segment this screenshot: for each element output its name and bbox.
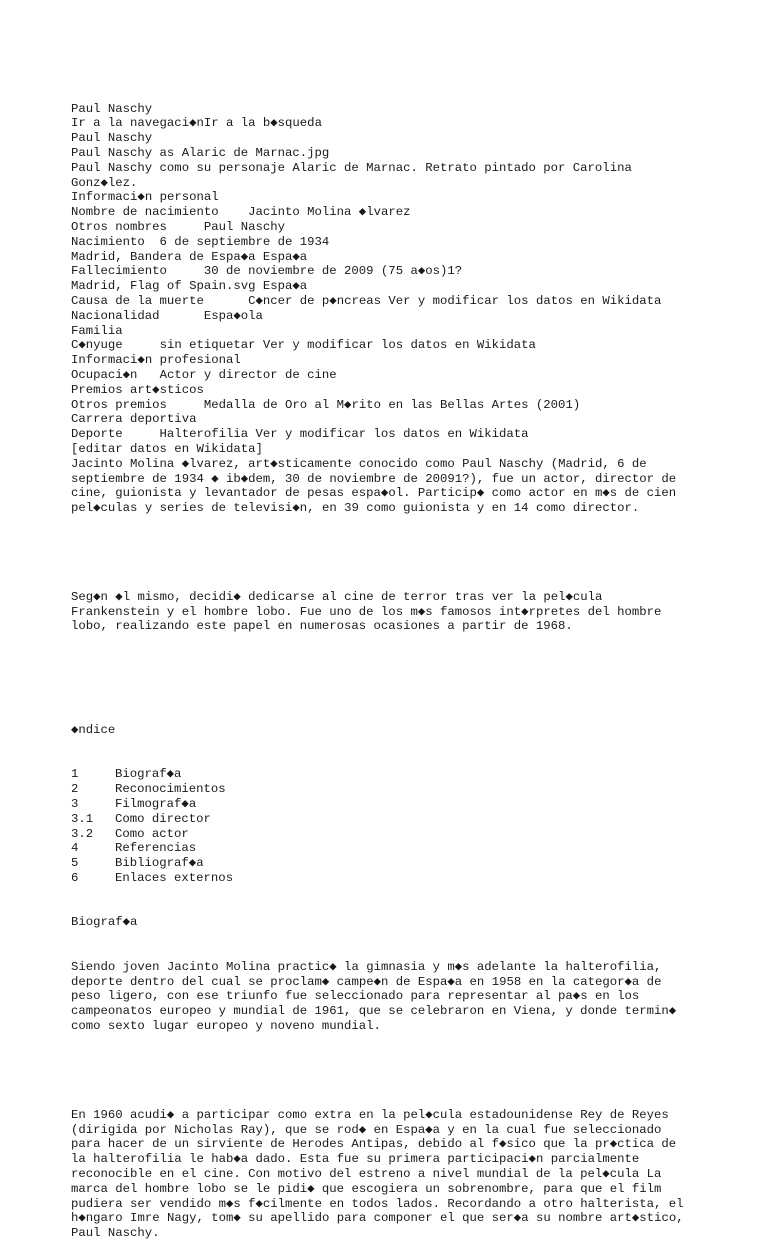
toc-item-number: 3 [71, 797, 79, 812]
toc-item-number: 1 [71, 767, 79, 782]
text-line: Siendo joven Jacinto Molina practic◆ la gimnasia y m◆s adelante la halterofilia, [71, 959, 662, 974]
toc-item-label[interactable]: Como actor [115, 826, 189, 841]
text-line: h◆ngaro Imre Nagy, tom◆ su apellido para componer el que ser◆a su nombre art◆stico, [71, 1211, 684, 1226]
text-line: Paul Naschy. [71, 1226, 160, 1241]
text-line: Gonz◆lez. [71, 175, 138, 190]
text-line: peso ligero, con ese triunfo fue seleccionado para representar al pa◆s en los [71, 989, 640, 1004]
toc-item[interactable] [71, 797, 731, 812]
toc-item[interactable] [71, 827, 731, 842]
header-block [71, 102, 731, 516]
toc-item[interactable] [71, 782, 731, 797]
paragraph-gap [71, 1063, 731, 1078]
text-line: Otros nombres Paul Naschy [71, 219, 286, 234]
text-line: Madrid, Flag of Spain.svg Espa◆a [71, 279, 308, 294]
text-line: Informaci◆n personal [71, 190, 219, 205]
text-line: Deporte Halterofilia Ver y modificar los datos en Wikidata [71, 427, 529, 442]
text-line: marca del hombre lobo se le pidi◆ que escogiera un sobrenombre, para que el film [71, 1181, 662, 1196]
text-line: Informaci◆n profesional [71, 353, 241, 368]
text-line: Nacionalidad Espa◆ola [71, 308, 263, 323]
text-line: reconocible en el cine. Con motivo del estreno a nivel mundial de la pel◆cula La [71, 1166, 662, 1181]
toc-item-label[interactable]: Bibliograf◆a [115, 856, 204, 871]
biography-heading: Biograf◆a [71, 915, 138, 930]
text-line: septiembre de 1934 ◆ ib◆dem, 30 de noviembre de 20091?), fue un actor, director de [71, 471, 677, 486]
text-line: la halterofilia le hab◆a dado. Esta fue su primera participaci◆n parcialmente [71, 1152, 640, 1167]
biography-paragraph-1 [71, 960, 731, 1034]
text-line: Familia [71, 323, 123, 338]
text-line: Paul Naschy como su personaje Alaric de Marnac. Retrato pintado por Carolina [71, 160, 632, 175]
toc-item-label[interactable]: Como director [115, 811, 211, 826]
toc-item[interactable] [71, 841, 731, 856]
text-line: C◆nyuge sin etiquetar Ver y modificar los datos en Wikidata [71, 338, 536, 353]
toc-item-number: 6 [71, 871, 79, 886]
toc-item[interactable] [71, 767, 731, 782]
text-line: campeonatos europeo y mundial de 1961, que se celebraron en Viena, y donde termin◆ [71, 1004, 677, 1019]
toc-item[interactable] [71, 871, 731, 886]
text-line: pel◆culas y series de televisi◆n, en 39 como guionista y en 14 como director. [71, 501, 640, 516]
toc-item-label[interactable]: Reconocimientos [115, 782, 226, 797]
text-line: Jacinto Molina ◆lvarez, art◆sticamente conocido como Paul Naschy (Madrid, 6 de [71, 456, 647, 471]
toc-item-label[interactable]: Biograf◆a [115, 767, 182, 782]
toc-item-number: 4 [71, 841, 79, 856]
toc-item-label[interactable]: Enlaces externos [115, 871, 234, 886]
section-gap [71, 664, 731, 694]
text-line: Carrera deportiva [71, 412, 197, 427]
text-line: Seg◆n ◆l mismo, decidi◆ dedicarse al cine de terror tras ver la pel◆cula [71, 589, 603, 604]
text-line: Causa de la muerte C◆ncer de p◆ncreas Ver y modificar los datos en Wikidata [71, 293, 662, 308]
text-line: Premios art◆sticos [71, 382, 204, 397]
text-line: como sexto lugar europeo y noveno mundial. [71, 1019, 381, 1033]
text-line: (dirigida por Nicholas Ray), que se rod◆ en Espa◆a y en la cual fue seleccionado [71, 1122, 662, 1137]
text-line: [editar datos en Wikidata] [71, 441, 263, 456]
text-line: Frankenstein y el hombre lobo. Fue uno de los m◆s famosos int◆rpretes del hombre [71, 604, 662, 619]
toc-item[interactable] [71, 812, 731, 827]
paragraph-gap [71, 546, 731, 561]
text-line: Paul Naschy [71, 101, 153, 116]
intro-paragraph-2 [71, 590, 731, 634]
text-line: Otros premios Medalla de Oro al M◆rito en las Bellas Artes (2001) [71, 397, 581, 412]
toc-item-number: 5 [71, 856, 79, 871]
toc-title: ◆ndice [71, 723, 116, 738]
text-line: para hacer de un sirviente de Herodes Antipas, debido al f◆sico que la pr◆ctica de [71, 1137, 677, 1152]
text-line: cine, guionista y levantador de pesas espa◆ol. Particip◆ como actor en m◆s de cien [71, 486, 677, 501]
text-line: Paul Naschy [71, 131, 153, 146]
table-of-contents [71, 767, 731, 885]
text-line: Madrid, Bandera de Espa◆a Espa◆a [71, 249, 308, 264]
text-line: En 1960 acudi◆ a participar como extra en la pel◆cula estadounidense Rey de Reyes [71, 1107, 669, 1122]
toc-item-number: 3.2 [71, 826, 94, 841]
text-line: Ocupaci◆n Actor y director de cine [71, 367, 337, 382]
toc-item-number: 2 [71, 782, 79, 797]
toc-item-number: 3.1 [71, 811, 94, 826]
toc-item-label[interactable]: Referencias [115, 841, 197, 856]
text-line: pudiera ser vendido m◆s f◆cilmente en todos lados. Recordando a otro halterista, el [71, 1196, 684, 1211]
text-line: deporte dentro del cual se proclam◆ campe◆n de Espa◆a en 1958 en la categor◆a de [71, 974, 662, 989]
text-line: Ir a la navegaci◆nIr a la b◆squeda [71, 116, 322, 131]
text-line: Paul Naschy as Alaric de Marnac.jpg [71, 145, 330, 160]
text-line: Nacimiento 6 de septiembre de 1934 [71, 234, 330, 249]
biography-paragraph-2 [71, 1108, 731, 1241]
text-line: lobo, realizando este papel en numerosas ocasiones a partir de 1968. [71, 619, 573, 634]
text-line: Nombre de nacimiento Jacinto Molina ◆lvarez [71, 205, 411, 220]
document-page [71, 72, 731, 1256]
toc-item-label[interactable]: Filmograf◆a [115, 797, 197, 812]
toc-item[interactable] [71, 856, 731, 871]
text-line: Fallecimiento 30 de noviembre de 2009 (75 a◆os)1? [71, 264, 463, 279]
